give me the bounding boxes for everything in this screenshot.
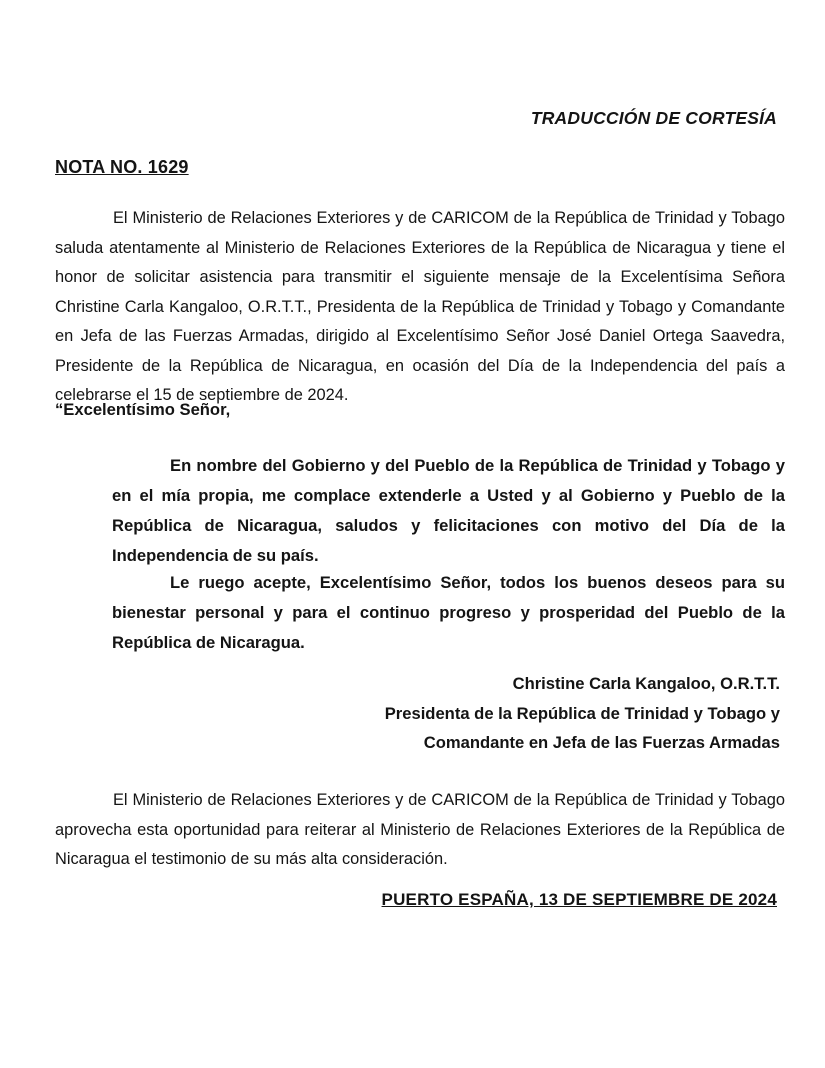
signatory-title-line-1: Presidenta de la República de Trinidad y Tobago y — [384, 703, 780, 723]
paragraph-greeting — [112, 451, 785, 571]
place-and-date: PUERTO ESPAÑA, 13 DE SEPTIEMBRE DE 2024 — [381, 890, 777, 909]
paragraph-wishes-text: Le ruego acepte, Excelentísimo Señor, todos los buenos deseos para su bienestar personal y para el continuo progreso y prosperidad del Pueblo de la República de Nicaragua. — [112, 573, 785, 652]
courtesy-translation-label: TRADUCCIÓN DE CORTESÍA — [530, 108, 777, 128]
paragraph-intro — [55, 204, 785, 411]
signature-block — [220, 669, 780, 758]
paragraph-closing — [55, 786, 785, 875]
paragraph-greeting-text: En nombre del Gobierno y del Pueblo de la República de Trinidad y Tobago y en el mía propia, me complace extenderle a Usted y al Gobierno y Pueblo de la República de Nicaragua, saludos y felicitaciones con motivo del Día de la Independencia de su país. — [112, 456, 785, 565]
paragraph-wishes — [112, 568, 785, 658]
signatory-name: Christine Carla Kangaloo, O.R.T.T. — [512, 674, 780, 693]
paragraph-intro-text: El Ministerio de Relaciones Exteriores y de CARICOM de la República de Trinidad y Tobago saluda atentamente al Ministerio de Relaciones Exteriores de la República de Nicaragua y tiene el honor de solicitar asistencia para transmitir el siguiente mensaje de la Excelentísima Señora Christine Carla Kangaloo, O.R.T.T., Presidenta de la República de Trinidad y Tobago y Comandante en Jefa de las Fuerzas Armadas, dirigido al Excelentísimo Señor José Daniel Ortega Saavedra, Presidente de la República de Nicaragua, en ocasión del Día de la Independencia del país a celebrarse el 15 de septiembre de 2024. — [55, 209, 785, 404]
note-reference: NOTA NO. 1629 — [55, 157, 189, 177]
paragraph-closing-text: El Ministerio de Relaciones Exteriores y de CARICOM de la República de Trinidad y Tobago aprovecha esta oportunidad para reiterar al Ministerio de Relaciones Exteriores de la República de Nicaragua el testimonio de su más alta consideración. — [55, 791, 785, 868]
signatory-title-line-2: Comandante en Jefa de las Fuerzas Armadas — [423, 733, 780, 752]
salutation: “Excelentísimo Señor, — [55, 400, 231, 419]
